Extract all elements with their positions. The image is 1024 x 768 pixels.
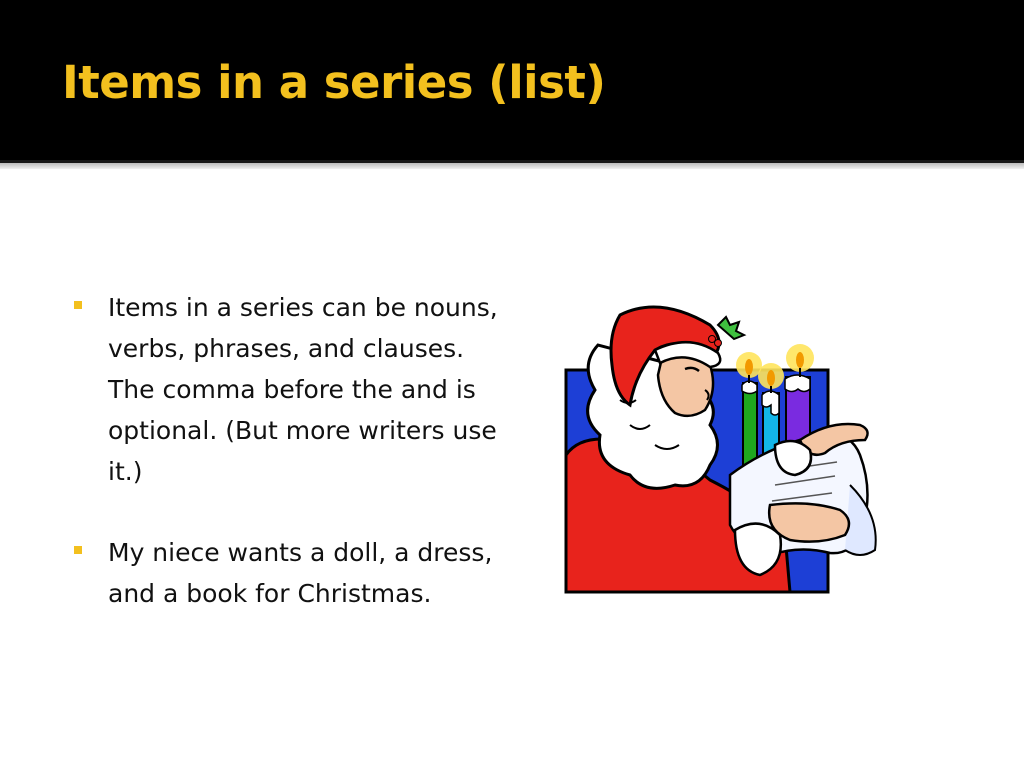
santa-clipart bbox=[560, 305, 895, 600]
bullet-item-1 bbox=[70, 287, 510, 492]
bullet-text: Items in a series can be nouns, verbs, phrases, and clauses. The comma before the and is optional. (But more writers use it.) bbox=[108, 293, 498, 486]
bullet-marker-icon bbox=[74, 546, 82, 554]
slide-title: Items in a series (list) bbox=[62, 56, 606, 109]
santa-reading-scroll-icon bbox=[560, 305, 895, 600]
bullet-marker-icon bbox=[74, 301, 82, 309]
bullet-text: My niece wants a doll, a dress, and a book for Christmas. bbox=[108, 538, 493, 608]
bullet-list bbox=[70, 287, 510, 654]
title-bar bbox=[0, 0, 1024, 160]
title-divider-shadow bbox=[0, 163, 1024, 169]
bullet-item-2 bbox=[70, 532, 510, 614]
